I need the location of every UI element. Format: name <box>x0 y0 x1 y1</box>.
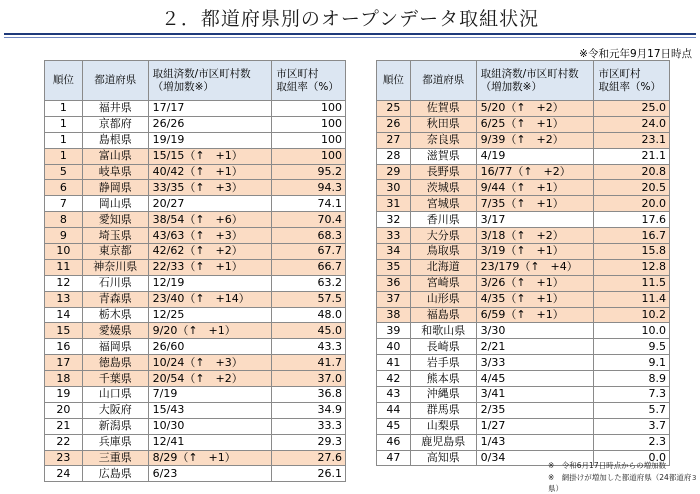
cell-count: 7/35（↑ +1） <box>476 196 594 212</box>
cell-rate: 8.9 <box>594 371 670 387</box>
cell-rate: 2.3 <box>594 434 670 450</box>
cell-rate: 100 <box>272 132 346 148</box>
cell-prefecture: 新潟県 <box>82 418 148 434</box>
cell-rate: 16.7 <box>594 228 670 244</box>
table-row <box>377 291 670 307</box>
cell-rate: 11.5 <box>594 275 670 291</box>
cell-prefecture: 広島県 <box>82 466 148 482</box>
cell-rank: 18 <box>45 371 83 387</box>
cell-prefecture: 鹿児島県 <box>410 434 476 450</box>
cell-count: 4/45 <box>476 371 594 387</box>
cell-rank: 44 <box>377 402 411 418</box>
cell-count: 1/27 <box>476 418 594 434</box>
cell-count: 2/21 <box>476 339 594 355</box>
cell-count: 9/39（↑ +2） <box>476 132 594 148</box>
cell-prefecture: 山口県 <box>82 387 148 403</box>
cell-count: 0/34 <box>476 450 594 466</box>
cell-rate: 20.8 <box>594 164 670 180</box>
table-row <box>377 116 670 132</box>
table-row <box>45 275 346 291</box>
cell-rank: 21 <box>45 418 83 434</box>
cell-rank: 1 <box>45 132 83 148</box>
cell-count: 6/23 <box>148 466 272 482</box>
cell-rank: 26 <box>377 116 411 132</box>
table-row <box>45 132 346 148</box>
cell-prefecture: 岩手県 <box>410 355 476 371</box>
cell-prefecture: 佐賀県 <box>410 101 476 117</box>
cell-count: 6/59（↑ +1） <box>476 307 594 323</box>
cell-prefecture: 鳥取県 <box>410 244 476 260</box>
table-row <box>377 180 670 196</box>
table-row <box>377 259 670 275</box>
cell-prefecture: 奈良県 <box>410 132 476 148</box>
table-row <box>377 148 670 164</box>
cell-prefecture: 千葉県 <box>82 371 148 387</box>
cell-count: 6/25（↑ +1） <box>476 116 594 132</box>
table-row <box>45 180 346 196</box>
cell-rank: 27 <box>377 132 411 148</box>
table-body-right <box>377 101 670 466</box>
cell-prefecture: 石川県 <box>82 275 148 291</box>
cell-rate: 7.3 <box>594 387 670 403</box>
cell-rank: 33 <box>377 228 411 244</box>
cell-count: 4/19 <box>476 148 594 164</box>
header-rate: 市区町村 取組率（%） <box>594 61 670 101</box>
cell-count: 20/54（↑ +2） <box>148 371 272 387</box>
cell-rate: 34.9 <box>272 402 346 418</box>
cell-prefecture: 大分県 <box>410 228 476 244</box>
cell-rate: 15.8 <box>594 244 670 260</box>
cell-prefecture: 福井県 <box>82 101 148 117</box>
header-rank: 順位 <box>377 61 411 101</box>
cell-count: 16/77（↑ +2） <box>476 164 594 180</box>
cell-prefecture: 神奈川県 <box>82 259 148 275</box>
cell-prefecture: 群馬県 <box>410 402 476 418</box>
cell-count: 1/43 <box>476 434 594 450</box>
cell-prefecture: 岐阜県 <box>82 164 148 180</box>
cell-rate: 25.0 <box>594 101 670 117</box>
cell-rate: 17.6 <box>594 212 670 228</box>
cell-rate: 67.7 <box>272 244 346 260</box>
cell-rank: 39 <box>377 323 411 339</box>
cell-rate: 24.0 <box>594 116 670 132</box>
cell-prefecture: 福島県 <box>410 307 476 323</box>
cell-prefecture: 長崎県 <box>410 339 476 355</box>
cell-rank: 6 <box>45 180 83 196</box>
header-rate: 市区町村 取組率（%） <box>272 61 346 101</box>
cell-prefecture: 熊本県 <box>410 371 476 387</box>
cell-rate: 10.2 <box>594 307 670 323</box>
cell-rate: 100 <box>272 101 346 117</box>
cell-prefecture: 宮崎県 <box>410 275 476 291</box>
cell-count: 3/17 <box>476 212 594 228</box>
table-row <box>45 307 346 323</box>
table-row <box>45 450 346 466</box>
cell-prefecture: 兵庫県 <box>82 434 148 450</box>
cell-prefecture: 栃木県 <box>82 307 148 323</box>
cell-rank: 19 <box>45 387 83 403</box>
title-rule-thin <box>4 37 696 38</box>
footnote-increase: ※ 令和6月17日時点からの増加数 <box>548 461 667 470</box>
footnote-shading: ※ 網掛けが増加した都道府県（24都道府県） <box>548 473 692 493</box>
cell-rank: 22 <box>45 434 83 450</box>
cell-rate: 37.0 <box>272 371 346 387</box>
table-row <box>45 323 346 339</box>
cell-prefecture: 愛媛県 <box>82 323 148 339</box>
cell-count: 15/15（↑ +1） <box>148 148 272 164</box>
cell-rate: 23.1 <box>594 132 670 148</box>
cell-rank: 1 <box>45 101 83 117</box>
cell-rank: 29 <box>377 164 411 180</box>
cell-rank: 10 <box>45 244 83 260</box>
cell-rate: 95.2 <box>272 164 346 180</box>
title-rule <box>4 33 696 35</box>
table-row <box>377 101 670 117</box>
cell-rate: 57.5 <box>272 291 346 307</box>
cell-rank: 35 <box>377 259 411 275</box>
cell-rate: 20.5 <box>594 180 670 196</box>
table-row <box>377 402 670 418</box>
cell-rank: 25 <box>377 101 411 117</box>
table-row <box>45 164 346 180</box>
table-row <box>45 196 346 212</box>
cell-count: 42/62（↑ +2） <box>148 244 272 260</box>
cell-rank: 11 <box>45 259 83 275</box>
cell-rank: 30 <box>377 180 411 196</box>
cell-rate: 3.7 <box>594 418 670 434</box>
cell-prefecture: 北海道 <box>410 259 476 275</box>
table-row <box>377 339 670 355</box>
table-row <box>377 434 670 450</box>
cell-count: 19/19 <box>148 132 272 148</box>
cell-rate: 41.7 <box>272 355 346 371</box>
table-row <box>377 196 670 212</box>
cell-count: 3/41 <box>476 387 594 403</box>
cell-rank: 34 <box>377 244 411 260</box>
cell-rank: 13 <box>45 291 83 307</box>
cell-rank: 20 <box>45 402 83 418</box>
cell-rank: 7 <box>45 196 83 212</box>
table-row <box>377 244 670 260</box>
cell-rank: 42 <box>377 371 411 387</box>
cell-rank: 45 <box>377 418 411 434</box>
table-row <box>377 387 670 403</box>
cell-rank: 12 <box>45 275 83 291</box>
cell-count: 33/35（↑ +3） <box>148 180 272 196</box>
table-row <box>45 387 346 403</box>
cell-rank: 36 <box>377 275 411 291</box>
cell-prefecture: 静岡県 <box>82 180 148 196</box>
cell-rate: 70.4 <box>272 212 346 228</box>
table-row <box>377 307 670 323</box>
page-number: 3 <box>692 474 697 482</box>
cell-count: 10/30 <box>148 418 272 434</box>
cell-prefecture: 青森県 <box>82 291 148 307</box>
cell-count: 5/20（↑ +2） <box>476 101 594 117</box>
cell-rank: 9 <box>45 228 83 244</box>
cell-rank: 32 <box>377 212 411 228</box>
cell-prefecture: 茨城県 <box>410 180 476 196</box>
table-row <box>45 466 346 482</box>
cell-count: 7/19 <box>148 387 272 403</box>
cell-prefecture: 山形県 <box>410 291 476 307</box>
table-row <box>377 228 670 244</box>
cell-prefecture: 長野県 <box>410 164 476 180</box>
cell-prefecture: 大阪府 <box>82 402 148 418</box>
cell-prefecture: 京都府 <box>82 116 148 132</box>
cell-rank: 15 <box>45 323 83 339</box>
cell-rate: 94.3 <box>272 180 346 196</box>
table-row <box>45 434 346 450</box>
ranking-table-left <box>44 60 346 482</box>
table-row <box>377 164 670 180</box>
cell-rank: 41 <box>377 355 411 371</box>
cell-prefecture: 徳島県 <box>82 355 148 371</box>
table-row <box>45 101 346 117</box>
cell-prefecture: 富山県 <box>82 148 148 164</box>
cell-rate: 68.3 <box>272 228 346 244</box>
cell-prefecture: 秋田県 <box>410 116 476 132</box>
cell-rate: 21.1 <box>594 148 670 164</box>
cell-count: 8/29（↑ +1） <box>148 450 272 466</box>
header-rank: 順位 <box>45 61 83 101</box>
cell-count: 3/33 <box>476 355 594 371</box>
table-row <box>45 148 346 164</box>
cell-rank: 31 <box>377 196 411 212</box>
cell-rate: 20.0 <box>594 196 670 212</box>
cell-count: 3/30 <box>476 323 594 339</box>
cell-count: 12/25 <box>148 307 272 323</box>
cell-rate: 36.8 <box>272 387 346 403</box>
cell-rank: 5 <box>45 164 83 180</box>
cell-count: 26/26 <box>148 116 272 132</box>
as-of-note: ※令和元年9月17日時点 <box>579 48 692 60</box>
cell-rate: 11.4 <box>594 291 670 307</box>
cell-rank: 38 <box>377 307 411 323</box>
cell-prefecture: 沖縄県 <box>410 387 476 403</box>
cell-rate: 33.3 <box>272 418 346 434</box>
cell-rate: 63.2 <box>272 275 346 291</box>
cell-count: 4/35（↑ +1） <box>476 291 594 307</box>
cell-prefecture: 和歌山県 <box>410 323 476 339</box>
cell-rate: 48.0 <box>272 307 346 323</box>
cell-prefecture: 愛知県 <box>82 212 148 228</box>
cell-count: 9/20（↑ +1） <box>148 323 272 339</box>
cell-prefecture: 島根県 <box>82 132 148 148</box>
table-row <box>377 323 670 339</box>
cell-rate: 45.0 <box>272 323 346 339</box>
ranking-table-right <box>376 60 670 466</box>
cell-count: 40/42（↑ +1） <box>148 164 272 180</box>
table-row <box>45 228 346 244</box>
cell-rate: 66.7 <box>272 259 346 275</box>
table-row <box>377 275 670 291</box>
cell-prefecture: 宮城県 <box>410 196 476 212</box>
cell-rank: 37 <box>377 291 411 307</box>
cell-count: 12/19 <box>148 275 272 291</box>
cell-rank: 46 <box>377 434 411 450</box>
cell-rate: 100 <box>272 148 346 164</box>
cell-count: 3/18（↑ +2） <box>476 228 594 244</box>
cell-rate: 43.3 <box>272 339 346 355</box>
table-body-left <box>45 101 346 482</box>
table-row <box>45 339 346 355</box>
cell-count: 22/33（↑ +1） <box>148 259 272 275</box>
cell-count: 26/60 <box>148 339 272 355</box>
table-row <box>45 244 346 260</box>
cell-rate: 5.7 <box>594 402 670 418</box>
cell-count: 20/27 <box>148 196 272 212</box>
cell-prefecture: 三重県 <box>82 450 148 466</box>
cell-rank: 40 <box>377 339 411 355</box>
cell-rate: 9.5 <box>594 339 670 355</box>
cell-rank: 1 <box>45 116 83 132</box>
cell-rank: 47 <box>377 450 411 466</box>
cell-count: 17/17 <box>148 101 272 117</box>
cell-count: 10/24（↑ +3） <box>148 355 272 371</box>
table-row <box>45 418 346 434</box>
cell-prefecture: 山梨県 <box>410 418 476 434</box>
header-count: 取組済数/市区町村数 （増加数※） <box>148 61 272 101</box>
cell-rank: 14 <box>45 307 83 323</box>
cell-prefecture: 岡山県 <box>82 196 148 212</box>
header-pref: 都道府県 <box>410 61 476 101</box>
cell-count: 15/43 <box>148 402 272 418</box>
cell-rate: 29.3 <box>272 434 346 450</box>
cell-rate: 74.1 <box>272 196 346 212</box>
cell-count: 23/40（↑ +14） <box>148 291 272 307</box>
table-row <box>377 371 670 387</box>
cell-rank: 24 <box>45 466 83 482</box>
cell-rate: 26.1 <box>272 466 346 482</box>
table-row <box>377 418 670 434</box>
table-row <box>45 212 346 228</box>
cell-rate: 27.6 <box>272 450 346 466</box>
table-row <box>45 402 346 418</box>
cell-count: 43/63（↑ +3） <box>148 228 272 244</box>
cell-prefecture: 滋賀県 <box>410 148 476 164</box>
table-row <box>45 259 346 275</box>
cell-rate: 9.1 <box>594 355 670 371</box>
cell-rank: 1 <box>45 148 83 164</box>
cell-rate: 10.0 <box>594 323 670 339</box>
cell-count: 3/26（↑ +1） <box>476 275 594 291</box>
cell-count: 9/44（↑ +1） <box>476 180 594 196</box>
table-row <box>45 291 346 307</box>
cell-rank: 8 <box>45 212 83 228</box>
cell-prefecture: 埼玉県 <box>82 228 148 244</box>
table-row <box>45 355 346 371</box>
cell-count: 12/41 <box>148 434 272 450</box>
cell-rank: 16 <box>45 339 83 355</box>
cell-prefecture: 高知県 <box>410 450 476 466</box>
cell-rank: 28 <box>377 148 411 164</box>
cell-count: 23/179（↑ +4） <box>476 259 594 275</box>
page-title: ２．都道府県別のオープンデータ取組状況 <box>160 8 540 30</box>
table-row <box>45 116 346 132</box>
cell-rank: 17 <box>45 355 83 371</box>
cell-prefecture: 香川県 <box>410 212 476 228</box>
header-count: 取組済数/市区町村数 （増加数※） <box>476 61 594 101</box>
cell-count: 3/19（↑ +1） <box>476 244 594 260</box>
cell-count: 2/35 <box>476 402 594 418</box>
table-row <box>377 212 670 228</box>
table-row <box>377 355 670 371</box>
header-pref: 都道府県 <box>82 61 148 101</box>
cell-rate: 0.0 <box>594 450 670 466</box>
table-row <box>45 371 346 387</box>
cell-prefecture: 東京都 <box>82 244 148 260</box>
cell-rate: 12.8 <box>594 259 670 275</box>
cell-prefecture: 福岡県 <box>82 339 148 355</box>
cell-rank: 23 <box>45 450 83 466</box>
table-row <box>377 132 670 148</box>
cell-rate: 100 <box>272 116 346 132</box>
cell-count: 38/54（↑ +6） <box>148 212 272 228</box>
cell-rank: 43 <box>377 387 411 403</box>
